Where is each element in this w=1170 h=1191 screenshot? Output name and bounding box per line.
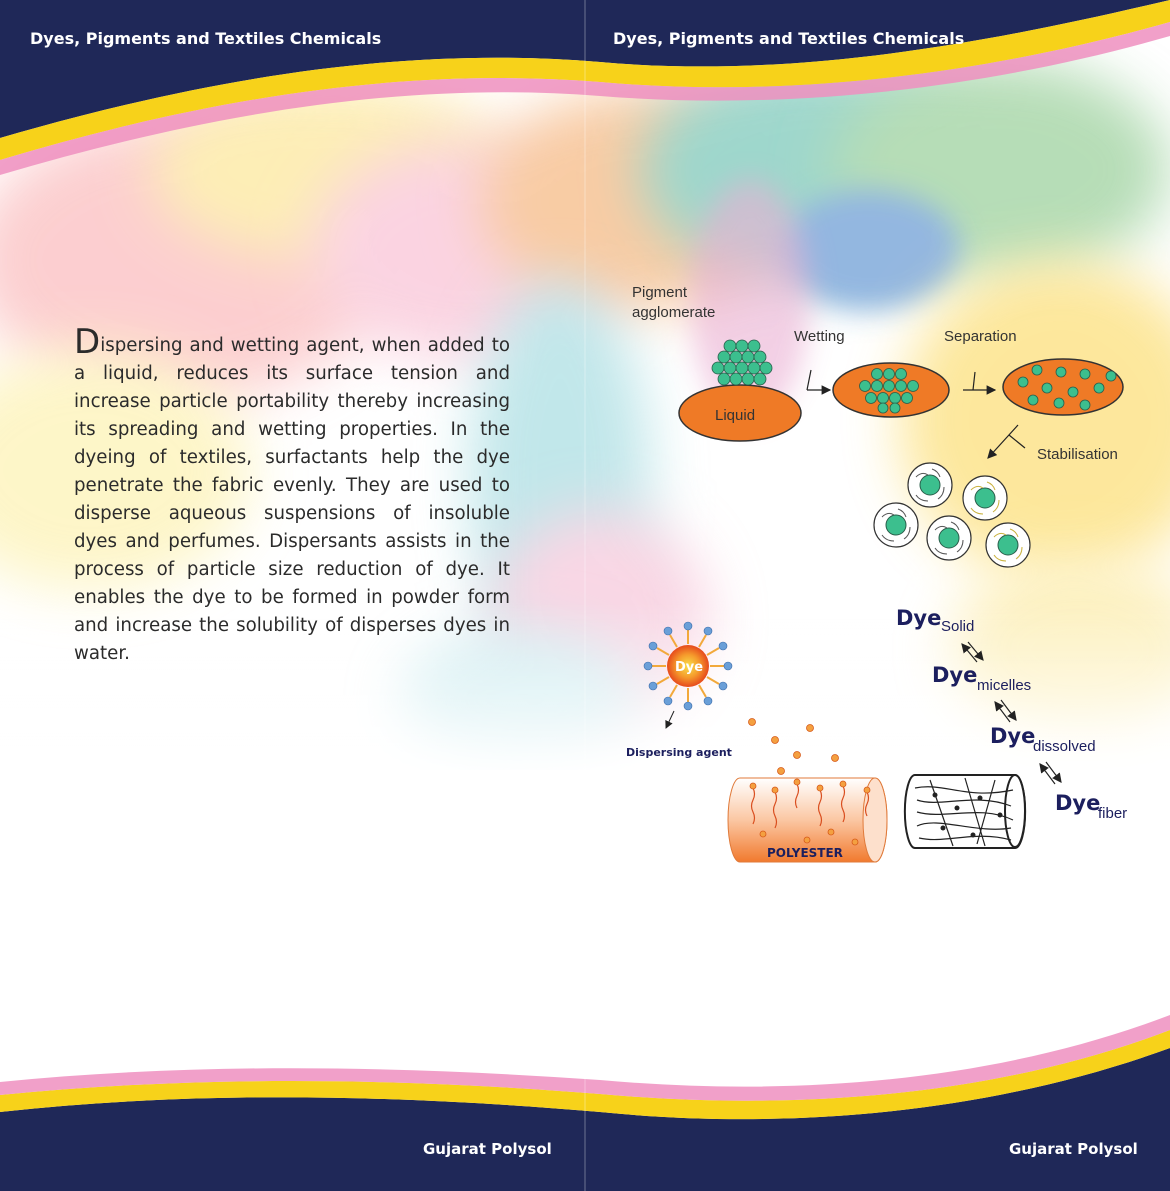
dye-solid-word: Dye (896, 606, 942, 630)
stabilisation-label: Stabilisation (1037, 446, 1118, 463)
header-title-right: Dyes, Pigments and Textiles Chemicals (613, 29, 965, 48)
dye-dissolved-word: Dye (990, 724, 1036, 748)
separation-label: Separation (944, 328, 1017, 345)
wetting-label: Wetting (794, 328, 845, 345)
liquid-label: Liquid (715, 407, 756, 424)
dye-micelles-state: micelles (977, 677, 1032, 694)
dye-center-label: Dye (675, 660, 704, 675)
pigment-label-1: Pigment (632, 284, 688, 301)
dye-fiber-state: fiber (1098, 805, 1128, 822)
polyester-fiber (728, 719, 887, 863)
dye-solid-state: Solid (941, 618, 975, 635)
polyester-label: POLYESTER (767, 846, 843, 860)
footer-brand-right: Gujarat Polysol (1009, 1140, 1138, 1158)
drop-cap: D (74, 322, 101, 362)
dye-micelles-word: Dye (932, 663, 978, 687)
header-title-left: Dyes, Pigments and Textiles Chemicals (30, 29, 382, 48)
fiber-bundle-sketch (905, 775, 1025, 848)
dispersion-diagram (585, 260, 1170, 880)
stabilised-particles (874, 463, 1030, 567)
dispersing-agent-label: Dispersing agent (626, 746, 732, 759)
paragraph-text: ispersing and wetting agent, when added to a liquid, reduces its surface tension and increase particle portability thereby increasing its spreading and wetting properties. In the dyeing of textiles, surfactants help the dye penetrate the fabric evenly. They are used to disperse aqueous suspensions of insoluble dyes and perfumes. Dispersants assists in the process of particle size reduction of dye. It enables the dye to be formed in powder form and increase the solubility of disperses dyes in water. (74, 335, 510, 664)
body-paragraph (74, 322, 510, 668)
pigment-label-2: agglomerate (632, 304, 716, 321)
dye-fiber-word: Dye (1055, 791, 1101, 815)
footer-brand-left: Gujarat Polysol (423, 1140, 552, 1158)
agglomerate-cluster (712, 340, 772, 385)
dye-dissolved-state: dissolved (1033, 738, 1096, 755)
dye-micelle (644, 622, 732, 728)
